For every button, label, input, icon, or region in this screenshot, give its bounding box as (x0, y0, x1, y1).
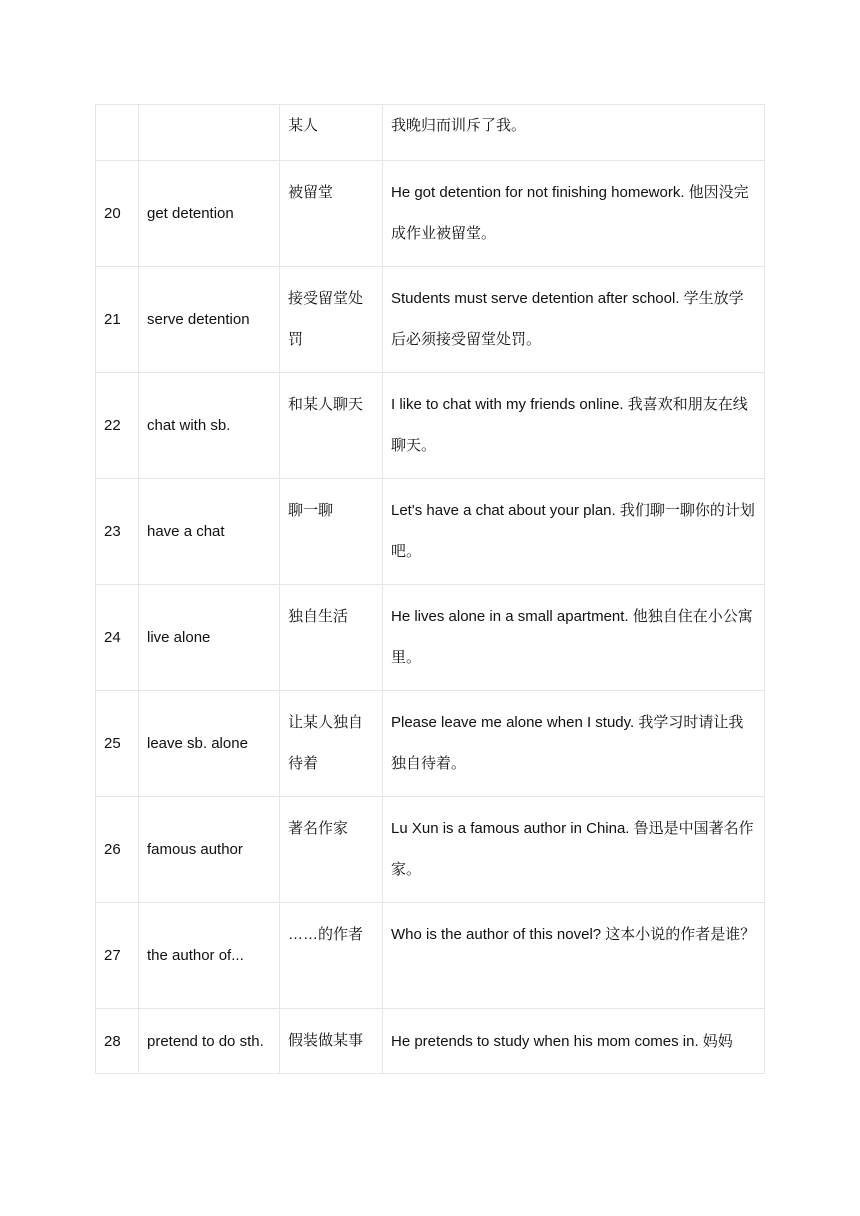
phrase-cell: have a chat (139, 479, 280, 585)
table-row (96, 267, 765, 373)
example-cell: Let's have a chat about your plan. 我们聊一聊你的计划吧。 (383, 479, 765, 585)
row-number (96, 105, 139, 161)
meaning-cell: 某人 (280, 105, 383, 161)
table-row (96, 691, 765, 797)
phrase-cell: leave sb. alone (139, 691, 280, 797)
meaning-cell: 假装做某事 (280, 1009, 383, 1074)
phrase-cell: live alone (139, 585, 280, 691)
meaning-cell: 接受留堂处罚 (280, 267, 383, 373)
example-cell: He got detention for not finishing homework. 他因没完成作业被留堂。 (383, 161, 765, 267)
phrase-cell: the author of... (139, 903, 280, 1009)
row-number: 22 (96, 373, 139, 479)
row-number: 20 (96, 161, 139, 267)
example-cell: He lives alone in a small apartment. 他独自住在小公寓里。 (383, 585, 765, 691)
phrase-cell: pretend to do sth. (139, 1009, 280, 1074)
example-cell: Lu Xun is a famous author in China. 鲁迅是中国著名作家。 (383, 797, 765, 903)
table-row (96, 161, 765, 267)
meaning-cell: 和某人聊天 (280, 373, 383, 479)
meaning-cell: 独自生活 (280, 585, 383, 691)
row-number: 23 (96, 479, 139, 585)
row-number: 27 (96, 903, 139, 1009)
meaning-cell: 聊一聊 (280, 479, 383, 585)
table-row (96, 585, 765, 691)
row-number: 25 (96, 691, 139, 797)
table-row (96, 1009, 765, 1074)
table-row (96, 797, 765, 903)
phrase-cell: famous author (139, 797, 280, 903)
example-cell: 我晚归而训斥了我。 (383, 105, 765, 161)
meaning-cell: 著名作家 (280, 797, 383, 903)
row-number: 24 (96, 585, 139, 691)
row-number: 28 (96, 1009, 139, 1074)
phrase-cell: chat with sb. (139, 373, 280, 479)
meaning-cell: 让某人独自待着 (280, 691, 383, 797)
example-cell: Please leave me alone when I study. 我学习时请让我独自待着。 (383, 691, 765, 797)
table-row (96, 105, 765, 161)
example-cell: He pretends to study when his mom comes in. 妈妈 (383, 1009, 765, 1074)
example-cell: I like to chat with my friends online. 我喜欢和朋友在线聊天。 (383, 373, 765, 479)
meaning-cell: ……的作者 (280, 903, 383, 1009)
table-row (96, 373, 765, 479)
table-row (96, 903, 765, 1009)
vocabulary-table (95, 104, 765, 1074)
example-cell: Who is the author of this novel? 这本小说的作者是谁？ (383, 903, 765, 1009)
meaning-cell: 被留堂 (280, 161, 383, 267)
table-row (96, 479, 765, 585)
row-number: 21 (96, 267, 139, 373)
row-number: 26 (96, 797, 139, 903)
phrase-cell (139, 105, 280, 161)
example-cell: Students must serve detention after school. 学生放学后必须接受留堂处罚。 (383, 267, 765, 373)
phrase-cell: serve detention (139, 267, 280, 373)
phrase-cell: get detention (139, 161, 280, 267)
